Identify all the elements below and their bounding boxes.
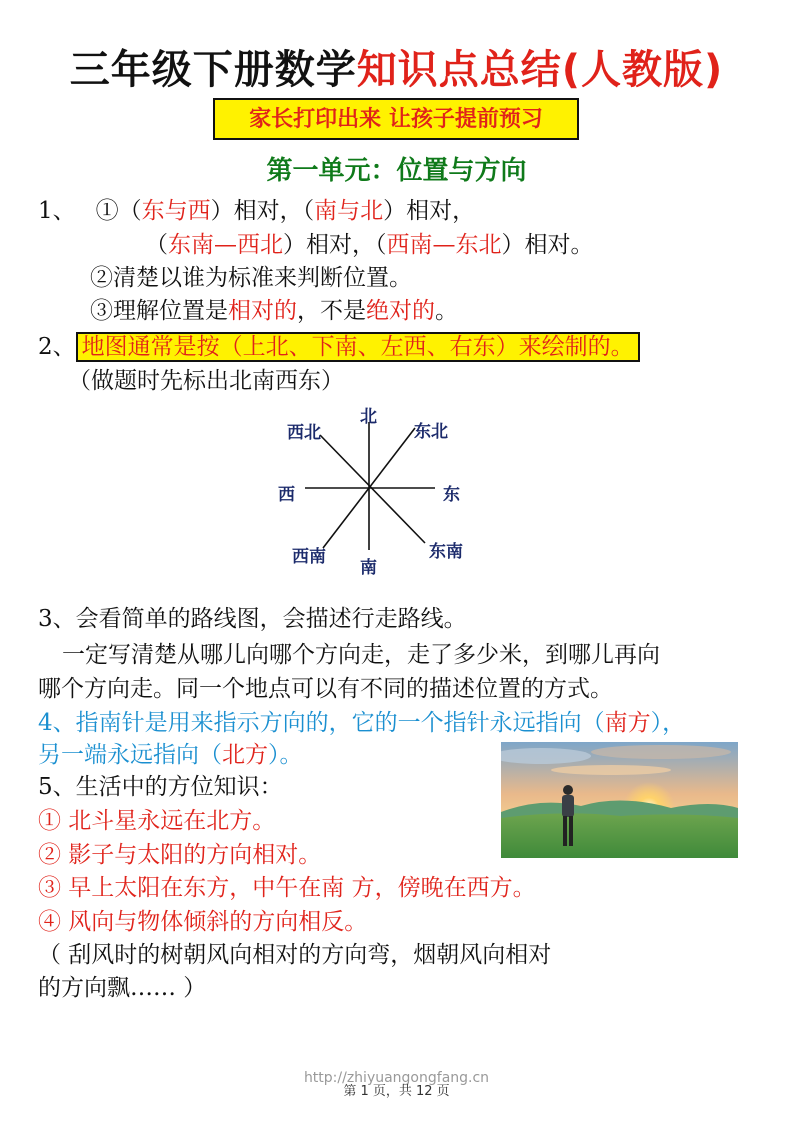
item1-line2: （东南—西北）相对，（西南—东北）相对。 <box>145 232 594 258</box>
compass-southeast: 东南 <box>429 542 463 562</box>
item5-note-line1: （ 刮风时的树朝风向相对的方向弯，烟朝风向相对 <box>38 942 552 968</box>
compass-south: 南 <box>360 558 377 578</box>
answer: 绝对的 <box>366 298 435 324</box>
item2-line1 <box>38 328 640 361</box>
title-main: 三年级下册数学 <box>69 47 357 93</box>
compass-north: 北 <box>360 407 377 427</box>
banner: 家长打印出来 让孩子提前预习 <box>213 98 579 140</box>
compass-northeast: 东北 <box>414 422 448 442</box>
unit-title: 第一单元：位置与方向 <box>266 156 527 186</box>
item2-note: （做题时先标出北南西东） <box>68 368 344 394</box>
item4-line1: 4、指南针是用来指示方向的，它的一个指针永远指向（南方）， <box>38 710 686 736</box>
answer: 南与北 <box>314 198 384 224</box>
item1-number: 1、 <box>38 198 76 224</box>
compass-southwest: 西南 <box>292 547 326 567</box>
item1-line3: ②清楚以谁为标准来判断位置。 <box>90 265 412 291</box>
item5-title: 5、生活中的方位知识： <box>38 774 283 800</box>
page-number: 第 1 页，共 12 页 <box>343 1084 450 1099</box>
answer: 东与西 <box>141 198 211 224</box>
answer: 南方 <box>604 710 651 736</box>
item5-fact-1: ① 北斗星永远在北方。 <box>38 808 276 834</box>
sunrise-illustration <box>501 742 738 858</box>
item5-fact-3: ③ 早上太阳在东方，中午在南 方，傍晚在西方。 <box>38 875 536 901</box>
item5-fact-2: ② 影子与太阳的方向相对。 <box>38 842 322 868</box>
answer: 北方 <box>222 742 268 768</box>
item1-line1: 1、 ①（东与西）相对，（南与北）相对， <box>38 198 476 224</box>
compass-northwest: 西北 <box>287 423 321 443</box>
title-edition: (人教版) <box>561 47 724 93</box>
item1-line4: ③理解位置是相对的，不是绝对的。 <box>90 298 458 324</box>
compass-diagram <box>275 400 470 578</box>
answer: 西南—东北 <box>386 232 502 258</box>
item3-line1: 3、会看简单的路线图，会描述行走路线。 <box>38 606 467 632</box>
title-highlight: 知识点总结 <box>356 47 562 93</box>
item2-number: 2、 <box>38 334 76 360</box>
compass-west: 西 <box>278 485 295 505</box>
item3-line3: 哪个方向走。同一个地点可以有不同的描述位置的方式。 <box>38 676 613 702</box>
item3-line2: 一定写清楚从哪儿向哪个方向走，走了多少米，到哪儿再向 <box>62 642 660 668</box>
page-title <box>0 38 793 95</box>
answer: 东南—西北 <box>168 232 283 258</box>
answer: 相对的 <box>228 298 297 324</box>
watermark-url: http://zhiyuangongfang.cn <box>303 1070 490 1086</box>
compass-east: 东 <box>443 485 460 505</box>
item5-note-line2: 的方向飘…… ） <box>38 975 207 1001</box>
item5-fact-4: ④ 风向与物体倾斜的方向相反。 <box>38 909 368 935</box>
item4-line2: 另一端永远指向（北方）。 <box>38 742 303 768</box>
highlight-box: 地图通常是按（上北、下南、左西、右东）来绘制的。 <box>76 332 640 362</box>
